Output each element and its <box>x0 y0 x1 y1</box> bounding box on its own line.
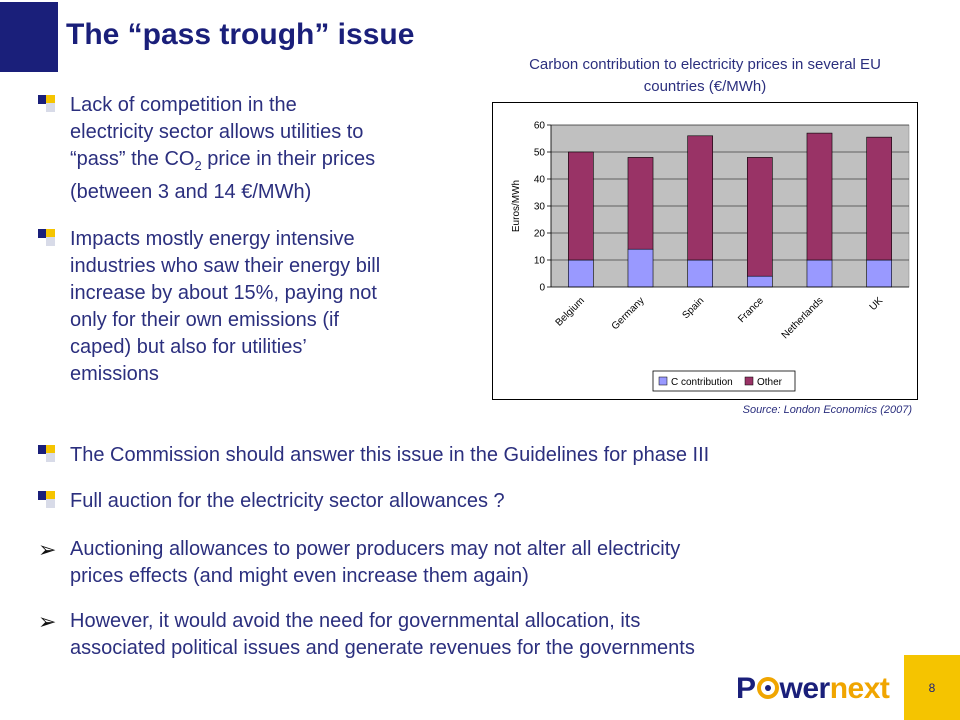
bar-france-c-contribution <box>747 276 772 287</box>
bullet-impacts <box>38 226 458 388</box>
x-tick-label: France <box>736 295 766 326</box>
bar-belgium-other <box>568 152 593 260</box>
chart-title: Carbon contribution to electricity prices in several EU countries (€/MWh) <box>529 56 881 95</box>
x-tick-label: Spain <box>680 295 707 322</box>
slide-title: The “pass trough” issue <box>66 18 415 51</box>
y-tick-label: 50 <box>533 147 545 159</box>
chart-container <box>492 102 918 400</box>
title-accent-block <box>0 2 58 72</box>
bar-netherlands-c-contribution <box>807 260 832 287</box>
legend-label-c-contribution: C contribution <box>671 377 733 388</box>
bullet-text: However, it would avoid the need for governmental allocation, its associated political issues and generate revenues for the governments <box>70 610 695 659</box>
bullet-text: Auctioning allowances to power producers may not alter all electricity prices effects (and might even increase them again) <box>70 538 681 587</box>
bar-uk-c-contribution <box>867 260 892 287</box>
bar-netherlands-other <box>807 133 832 260</box>
bar-france-other <box>747 157 772 276</box>
arrow-bullet-icon: ➢ <box>38 609 57 634</box>
bullet-square-icon <box>38 491 60 513</box>
y-tick-label: 0 <box>539 282 545 294</box>
y-tick-label: 40 <box>533 174 545 186</box>
x-tick-label: Netherlands <box>779 295 826 342</box>
y-tick-label: 20 <box>533 228 545 240</box>
bar-belgium-c-contribution <box>568 260 593 287</box>
chart-legend <box>653 371 795 391</box>
logo-ring-icon <box>757 677 779 699</box>
bar-uk-other <box>867 137 892 260</box>
bullet-commission <box>38 442 898 469</box>
page-number: 8 <box>928 681 936 695</box>
legend-swatch-c-contribution <box>659 377 667 385</box>
chart-source: Source: London Economics (2007) <box>742 404 912 416</box>
bullet-text: The Commission should answer this issue in the Guidelines for phase III <box>70 444 710 466</box>
y-tick-label: 60 <box>533 120 545 132</box>
bar-spain-c-contribution <box>688 260 713 287</box>
bar-germany-other <box>628 157 653 249</box>
powernext-logo: P wernext <box>736 672 890 705</box>
y-tick-label: 30 <box>533 201 545 213</box>
x-tick-label: UK <box>867 295 886 313</box>
bar-spain-other <box>688 136 713 260</box>
bullet-text: Full auction for the electricity sector allowances ? <box>70 490 505 512</box>
bullet-competition <box>38 92 458 206</box>
bullet-square-icon <box>38 229 60 251</box>
x-tick-label: Belgium <box>553 295 587 329</box>
legend-swatch-other <box>745 377 753 385</box>
bullet-text: Impacts mostly energy intensive industries who saw their energy bill increase by about 15%, paying not only for their own emissions (if caped) but also for utilities’ emissions <box>70 228 381 385</box>
bullet-square-icon <box>38 95 60 117</box>
y-axis-label: Euros/MWh <box>511 179 522 233</box>
bullet-auctioning <box>38 536 898 590</box>
bullet-text: Lack of competition in the electricity sector allows utilities to “pass” the $CO_2$ price in their prices (between 3 and 14 €/MWh) <box>70 94 376 203</box>
bullet-full-auction <box>38 488 898 515</box>
arrow-bullet-icon: ➢ <box>38 537 57 562</box>
bullet-however <box>38 608 898 662</box>
bar-germany-c-contribution <box>628 249 653 287</box>
legend-label-other: Other <box>757 377 783 388</box>
page-number-box <box>904 655 960 720</box>
y-tick-label: 10 <box>533 255 545 267</box>
x-tick-label: Germany <box>609 295 647 333</box>
bullet-square-icon <box>38 445 60 467</box>
carbon-bar-chart <box>493 103 917 399</box>
